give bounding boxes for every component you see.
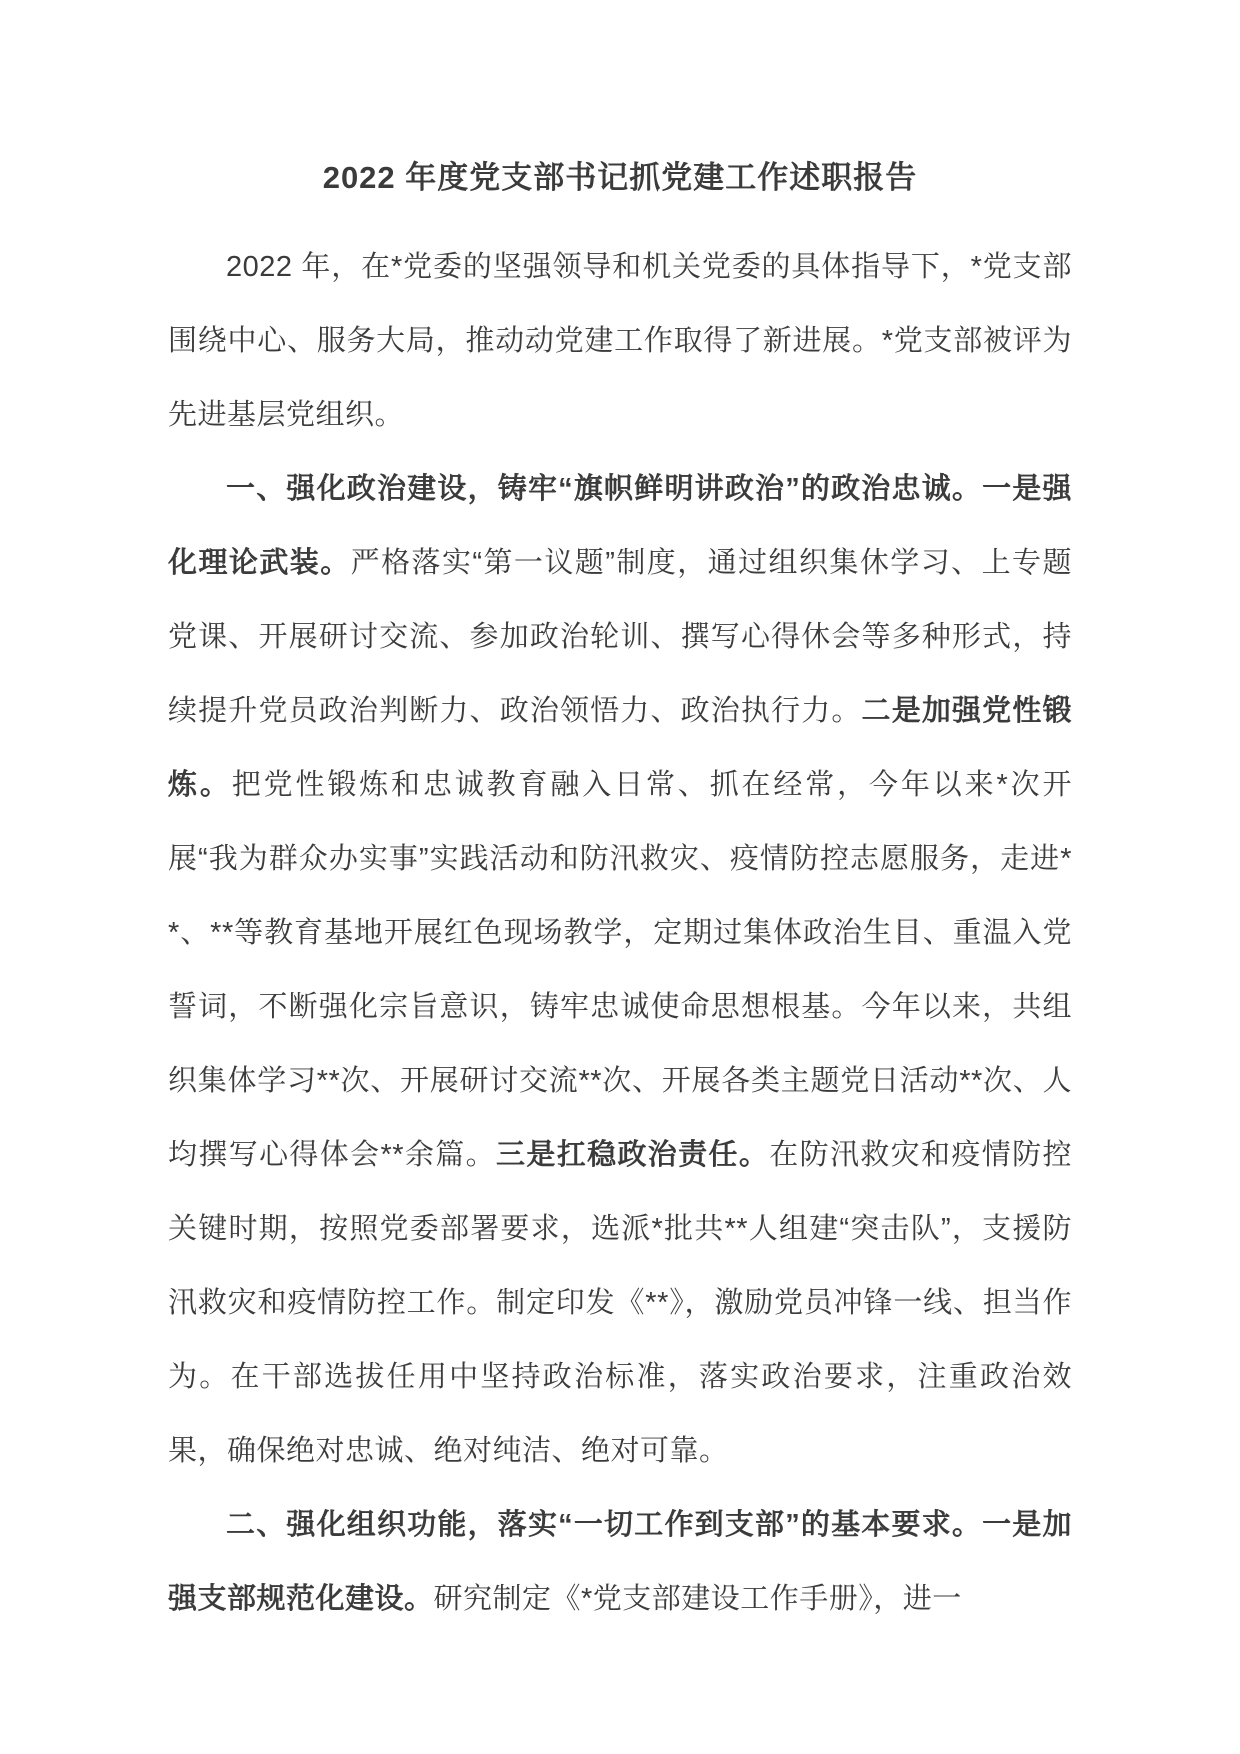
paragraph (168, 230, 1072, 452)
text-run: 研究制定《*党支部建设工作手册》，进一 (433, 1583, 962, 1615)
text-run: 在防汛救灾和疫情防控关键时期，按照党委部署要求，选派*批共**人组建“突击队”，支援防汛救灾和疫情防控工作。制定印发《**》，激励党员冲锋一线、担当作为。在干部选拔任用中坚持政治标准，落实政治要求，注重政治效果，确保绝对忠诚、绝对纯洁、绝对可靠。 (168, 1139, 1072, 1467)
text-run: 二、强化组织功能，落实“一切工作到支部”的基本要求。一是加强支部规范化建设。 (168, 1509, 1072, 1615)
text-run: 严格落实“第一议题”制度，通过组织集休学习、上专题党课、开展研讨交流、参加政治轮训、撰写心得休会等多种形式，持续提升党员政治判断力、政治领悟力、政治执行力。 (168, 547, 1072, 727)
paragraph (168, 452, 1072, 1488)
text-run: 2022 年，在*党委的坚强领导和机关党委的具体指导下，*党支部围绕中心、服务大局，推动动党建工作取得了新进展。*党支部被评为先进基层党组织。 (168, 251, 1072, 431)
text-run: 一、强化政治建设，铸牢“旗帜鲜明讲政治”的政治忠诚。一是强化理论武装。 (168, 473, 1072, 579)
text-run: 二是加强党性锻炼。 (168, 695, 1072, 801)
document-title: 2022 年度党支部书记抓党建工作述职报告 (322, 160, 918, 195)
text-run: 把党性锻炼和忠诚教育融入日常、抓在经常，今年以来*次开展“我为群众办实事”实践活动和防汛救灾、疫情防控志愿服务，走进**、**等教育基地开展红色现场教学，定期过集体政治生目、重温入党誓词，不断强化宗旨意识，铸牢忠诚使命思想根基。今年以来，共组织集体学习**次、开展研讨交流**次、开展各类主题党日活动**次、人均撰写心得体会**余篇。 (168, 769, 1072, 1171)
paragraph (168, 1488, 1072, 1636)
text-run: 三是扛稳政治责任。 (496, 1139, 770, 1171)
document-body (168, 230, 1072, 1636)
